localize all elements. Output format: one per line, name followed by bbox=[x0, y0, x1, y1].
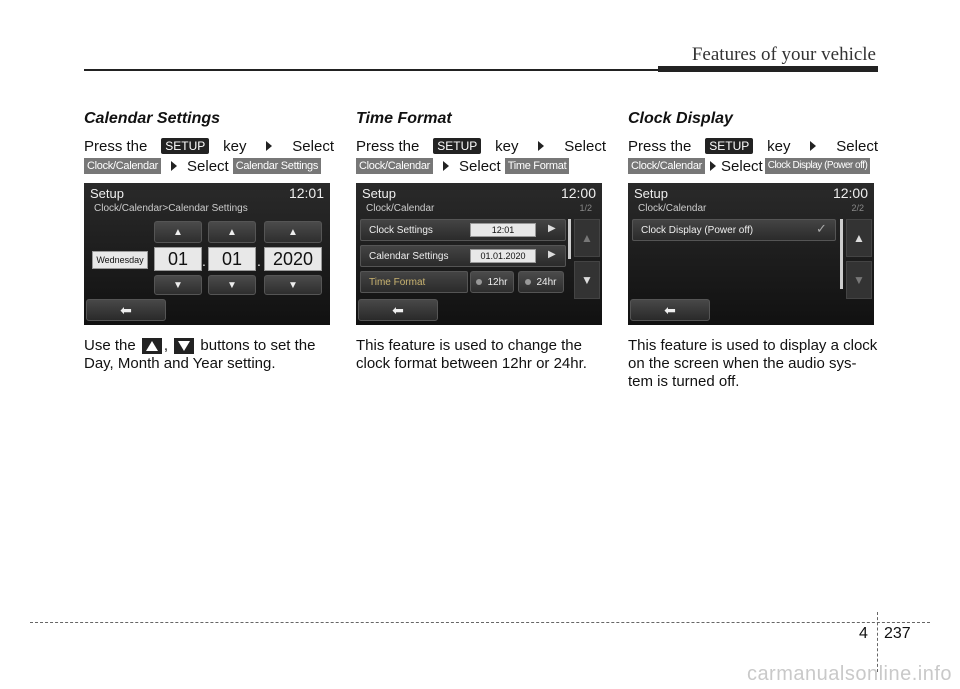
screen-time: 12:00 bbox=[832, 185, 868, 201]
row-label: Calendar Settings bbox=[369, 250, 449, 262]
chapter-number: 4 bbox=[859, 625, 868, 642]
select-text: Select bbox=[187, 157, 229, 175]
header-title: Features of your vehicle bbox=[691, 44, 876, 65]
screen-title: Setup bbox=[362, 186, 396, 201]
screen-title: Setup bbox=[634, 186, 668, 201]
radio-icon bbox=[476, 279, 482, 285]
time-format-screen bbox=[356, 183, 602, 325]
page-indicator: 1/2 bbox=[579, 203, 592, 213]
scroll-up-button[interactable]: ▲ bbox=[846, 219, 872, 257]
day-up-button[interactable]: ▲ bbox=[154, 221, 202, 243]
select-text: Select bbox=[292, 137, 334, 155]
setup-key: SETUP bbox=[161, 138, 209, 154]
key-text: key bbox=[223, 137, 247, 155]
body-text-a: Use the bbox=[84, 337, 136, 354]
scroll-down-button[interactable]: ▼ bbox=[846, 261, 872, 299]
calendar-value: 01.01.2020 bbox=[470, 249, 536, 263]
clock-calendar-tag: Clock/Calendar bbox=[356, 158, 433, 174]
arrow-right-icon bbox=[443, 161, 449, 171]
setup-key: SETUP bbox=[705, 138, 753, 154]
section-title: Time Format bbox=[356, 110, 452, 127]
clock-display-tag: Clock Display (Power off) bbox=[765, 158, 871, 174]
select-text: Select bbox=[836, 137, 878, 155]
time-format-row bbox=[360, 271, 468, 293]
option-24hr-button[interactable] bbox=[518, 271, 564, 293]
instruction-line-2 bbox=[356, 157, 606, 175]
arrow-right-icon bbox=[538, 141, 544, 151]
select-text: Select bbox=[459, 157, 501, 175]
day-down-button[interactable]: ▼ bbox=[154, 275, 202, 295]
screen-breadcrumb: Clock/Calendar>Calendar Settings bbox=[94, 203, 248, 214]
select-text: Select bbox=[564, 137, 606, 155]
instruction-line-2 bbox=[84, 157, 334, 175]
instruction-line-1 bbox=[356, 136, 606, 156]
section-body: This feature is used to display a clock on the screen when the audio sys-tem is turned off. bbox=[628, 337, 878, 390]
radio-icon bbox=[525, 279, 531, 285]
arrow-right-icon bbox=[171, 161, 177, 171]
month-down-button[interactable]: ▼ bbox=[208, 275, 256, 295]
scroll-down-button[interactable]: ▼ bbox=[574, 261, 600, 299]
page-indicator: 2/2 bbox=[851, 203, 864, 213]
time-format-section bbox=[356, 110, 606, 373]
year-field[interactable]: 2020 bbox=[264, 247, 322, 271]
arrow-right-icon bbox=[266, 141, 272, 151]
screen-time: 12:01 bbox=[288, 185, 324, 201]
section-body bbox=[84, 337, 334, 373]
footer-rule bbox=[30, 622, 930, 623]
instruction-line-1 bbox=[628, 136, 878, 156]
weekday-field: Wednesday bbox=[92, 251, 148, 269]
calendar-settings-section bbox=[84, 110, 334, 373]
row-label: Time Format bbox=[369, 276, 426, 288]
select-text: Select bbox=[721, 157, 763, 175]
arrow-right-icon bbox=[710, 161, 716, 171]
press-text: Press the bbox=[628, 137, 692, 155]
press-text: Press the bbox=[356, 137, 420, 155]
up-button-icon bbox=[142, 338, 162, 354]
screen-breadcrumb: Clock/Calendar bbox=[638, 203, 707, 214]
scrollbar[interactable] bbox=[568, 219, 571, 259]
option-12hr-button[interactable] bbox=[470, 271, 514, 293]
back-button[interactable] bbox=[86, 299, 166, 321]
back-arrow-icon: ⬅ bbox=[664, 301, 676, 318]
chevron-right-icon: ▶ bbox=[548, 249, 556, 260]
key-text: key bbox=[495, 137, 519, 155]
date-separator: . bbox=[257, 253, 261, 269]
screen-time: 12:00 bbox=[560, 185, 596, 201]
back-arrow-icon: ⬅ bbox=[120, 301, 132, 318]
clock-display-section bbox=[628, 110, 878, 391]
watermark: carmanualsonline.info bbox=[746, 663, 952, 685]
clock-value: 12:01 bbox=[470, 223, 536, 237]
arrow-right-icon bbox=[810, 141, 816, 151]
year-down-button[interactable]: ▼ bbox=[264, 275, 322, 295]
section-body: This feature is used to change the clock format between 12hr or 24hr. bbox=[356, 337, 587, 372]
clock-calendar-tag: Clock/Calendar bbox=[628, 158, 705, 174]
section-title: Calendar Settings bbox=[84, 110, 221, 127]
back-button[interactable] bbox=[630, 299, 710, 321]
instruction-line-1 bbox=[84, 136, 334, 156]
page-number: 237 bbox=[884, 625, 911, 642]
row-label: Clock Settings bbox=[369, 224, 433, 236]
checkmark-icon[interactable]: ✓ bbox=[816, 221, 827, 236]
instruction-line-2 bbox=[628, 157, 878, 175]
row-label: Clock Display (Power off) bbox=[641, 224, 754, 236]
body-text-b: buttons to set the Day, Month and Year setting. bbox=[84, 337, 316, 372]
back-arrow-icon: ⬅ bbox=[392, 301, 404, 318]
header-rule-accent bbox=[658, 66, 878, 72]
scrollbar[interactable] bbox=[840, 219, 843, 289]
year-up-button[interactable]: ▲ bbox=[264, 221, 322, 243]
chevron-right-icon: ▶ bbox=[548, 223, 556, 234]
month-field[interactable]: 01 bbox=[208, 247, 256, 271]
clock-display-screen bbox=[628, 183, 874, 325]
screen-title: Setup bbox=[90, 186, 124, 201]
option-label: 24hr bbox=[536, 276, 557, 288]
body-comma: , bbox=[163, 337, 169, 354]
date-separator: . bbox=[202, 253, 206, 269]
screen-breadcrumb: Clock/Calendar bbox=[366, 203, 435, 214]
press-text: Press the bbox=[84, 137, 148, 155]
time-format-tag: Time Format bbox=[505, 158, 570, 174]
scroll-up-button[interactable]: ▲ bbox=[574, 219, 600, 257]
clock-calendar-tag: Clock/Calendar bbox=[84, 158, 161, 174]
key-text: key bbox=[767, 137, 791, 155]
calendar-settings-tag: Calendar Settings bbox=[233, 158, 321, 174]
option-label: 12hr bbox=[487, 276, 508, 288]
setup-key: SETUP bbox=[433, 138, 481, 154]
day-field[interactable]: 01 bbox=[154, 247, 202, 271]
clock-display-row[interactable] bbox=[632, 219, 836, 241]
month-up-button[interactable]: ▲ bbox=[208, 221, 256, 243]
section-title: Clock Display bbox=[628, 110, 733, 127]
back-button[interactable] bbox=[358, 299, 438, 321]
calendar-settings-screen bbox=[84, 183, 330, 325]
down-button-icon bbox=[174, 338, 194, 354]
